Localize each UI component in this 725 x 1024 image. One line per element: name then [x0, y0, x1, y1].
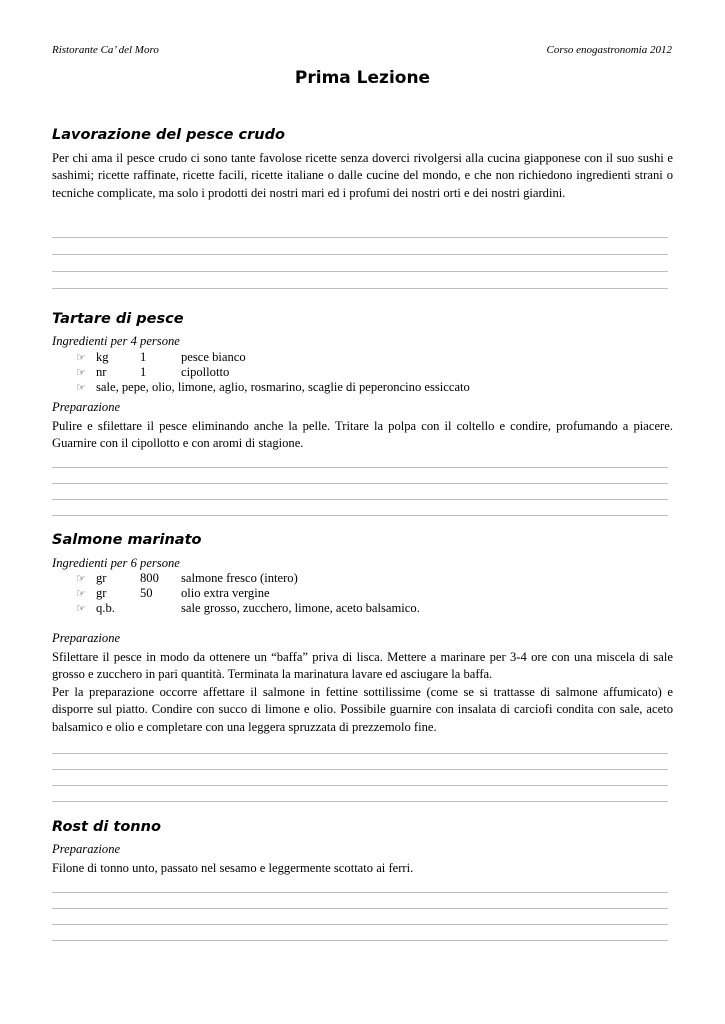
- pointing-hand-icon: ☞: [76, 382, 86, 395]
- note-line: [52, 785, 668, 786]
- note-line: [52, 254, 668, 255]
- note-line: [52, 237, 668, 238]
- preparation-text: Filone di tonno unto, passato nel sesamo e leggermente scottato ai ferri.: [52, 861, 414, 875]
- pointing-hand-icon: ☞: [76, 573, 86, 585]
- note-line: [52, 924, 668, 925]
- ingredient-item: ☞ gr 800 salmone fresco (intero): [76, 571, 420, 586]
- preparation-text-2: Per la preparazione occorre affettare il salmone in fettine sottilissime (come se si trattasse di salmone affumicato) e disporre sul piatto. Condire con succo di limone e olio. Possibile guarnire con insalata di carciofi condita con sale, aceto balsamico e olio e completare con una leggera spruzzata di prezzemolo fine.: [52, 685, 673, 734]
- header-left: Ristorante Ca’ del Moro: [52, 44, 159, 56]
- note-line: [52, 483, 668, 484]
- preparation-label: Preparazione: [52, 631, 121, 645]
- section-title-salmone: Salmone marinato: [52, 532, 202, 548]
- note-line: [52, 769, 668, 770]
- ingredient-list: [76, 350, 470, 396]
- ingredient-list: [76, 571, 420, 617]
- preparation-text: Sfilettare il pesce in modo da ottenere un “baffa” priva di lisca. Mettere a marinare per 3-4 ore con una miscela di sale grosso e zucchero in pari quantità. Terminata la marinatura lavare ed asciugare la baffa.: [52, 650, 673, 682]
- preparation-text: Pulire e sfilettare il pesce eliminando anche la pelle. Tritare la polpa con il coltello e condire, profumando a piacere. Guarnire con il cipollotto e con aromi di stagione.: [52, 419, 673, 451]
- ingredient-item: ☞ kg 1 pesce bianco: [76, 350, 470, 365]
- note-line: [52, 908, 668, 909]
- header-right: Corso enogastronomia 2012: [546, 44, 672, 56]
- ingredients-label: Ingredienti per 4 persone: [52, 334, 180, 348]
- note-line: [52, 892, 668, 893]
- section-title-rost-di-tonno: Rost di tonno: [52, 819, 161, 835]
- preparation-label: Preparazione: [52, 842, 121, 856]
- ingredient-item: ☞ gr 50 olio extra vergine: [76, 586, 420, 601]
- note-line: [52, 499, 668, 500]
- page-title: Prima Lezione: [294, 68, 431, 88]
- pointing-hand-icon: ☞: [76, 588, 86, 601]
- note-line: [52, 467, 668, 468]
- note-line: [52, 271, 668, 272]
- ingredient-item: ☞ sale, pepe, olio, limone, aglio, rosmarino, scaglie di peperoncino essiccato: [76, 380, 470, 395]
- note-line: [52, 515, 668, 516]
- pointing-hand-icon: ☞: [76, 367, 86, 380]
- ingredient-item: ☞ nr 1 cipollotto: [76, 365, 470, 380]
- note-line: [52, 801, 668, 802]
- pointing-hand-icon: ☞: [76, 352, 86, 364]
- note-line: [52, 288, 668, 289]
- note-line: [52, 940, 668, 941]
- note-line: [52, 753, 668, 754]
- ingredient-item: ☞ q.b. sale grosso, zucchero, limone, aceto balsamico.: [76, 601, 420, 616]
- section-title-tartare: Tartare di pesce: [52, 311, 184, 327]
- section-title-lavorazione: Lavorazione del pesce crudo: [52, 127, 285, 143]
- ingredients-label: Ingredienti per 6 persone: [52, 556, 180, 570]
- pointing-hand-icon: ☞: [76, 603, 86, 616]
- section-text-lavorazione: Per chi ama il pesce crudo ci sono tante favolose ricette senza doverci rivolgersi alla cucina giapponese con il suo sushi e sashimi; ricette raffinate, ricette facili, ricette italiane o dalle cucine del mondo, e che non richiedono ingredienti strani o tecniche complicate, ma solo i prodotti dei nostri mari ed i profumi dei nostri orti e dei nostri giardini.: [52, 151, 673, 200]
- preparation-label: Preparazione: [52, 400, 121, 414]
